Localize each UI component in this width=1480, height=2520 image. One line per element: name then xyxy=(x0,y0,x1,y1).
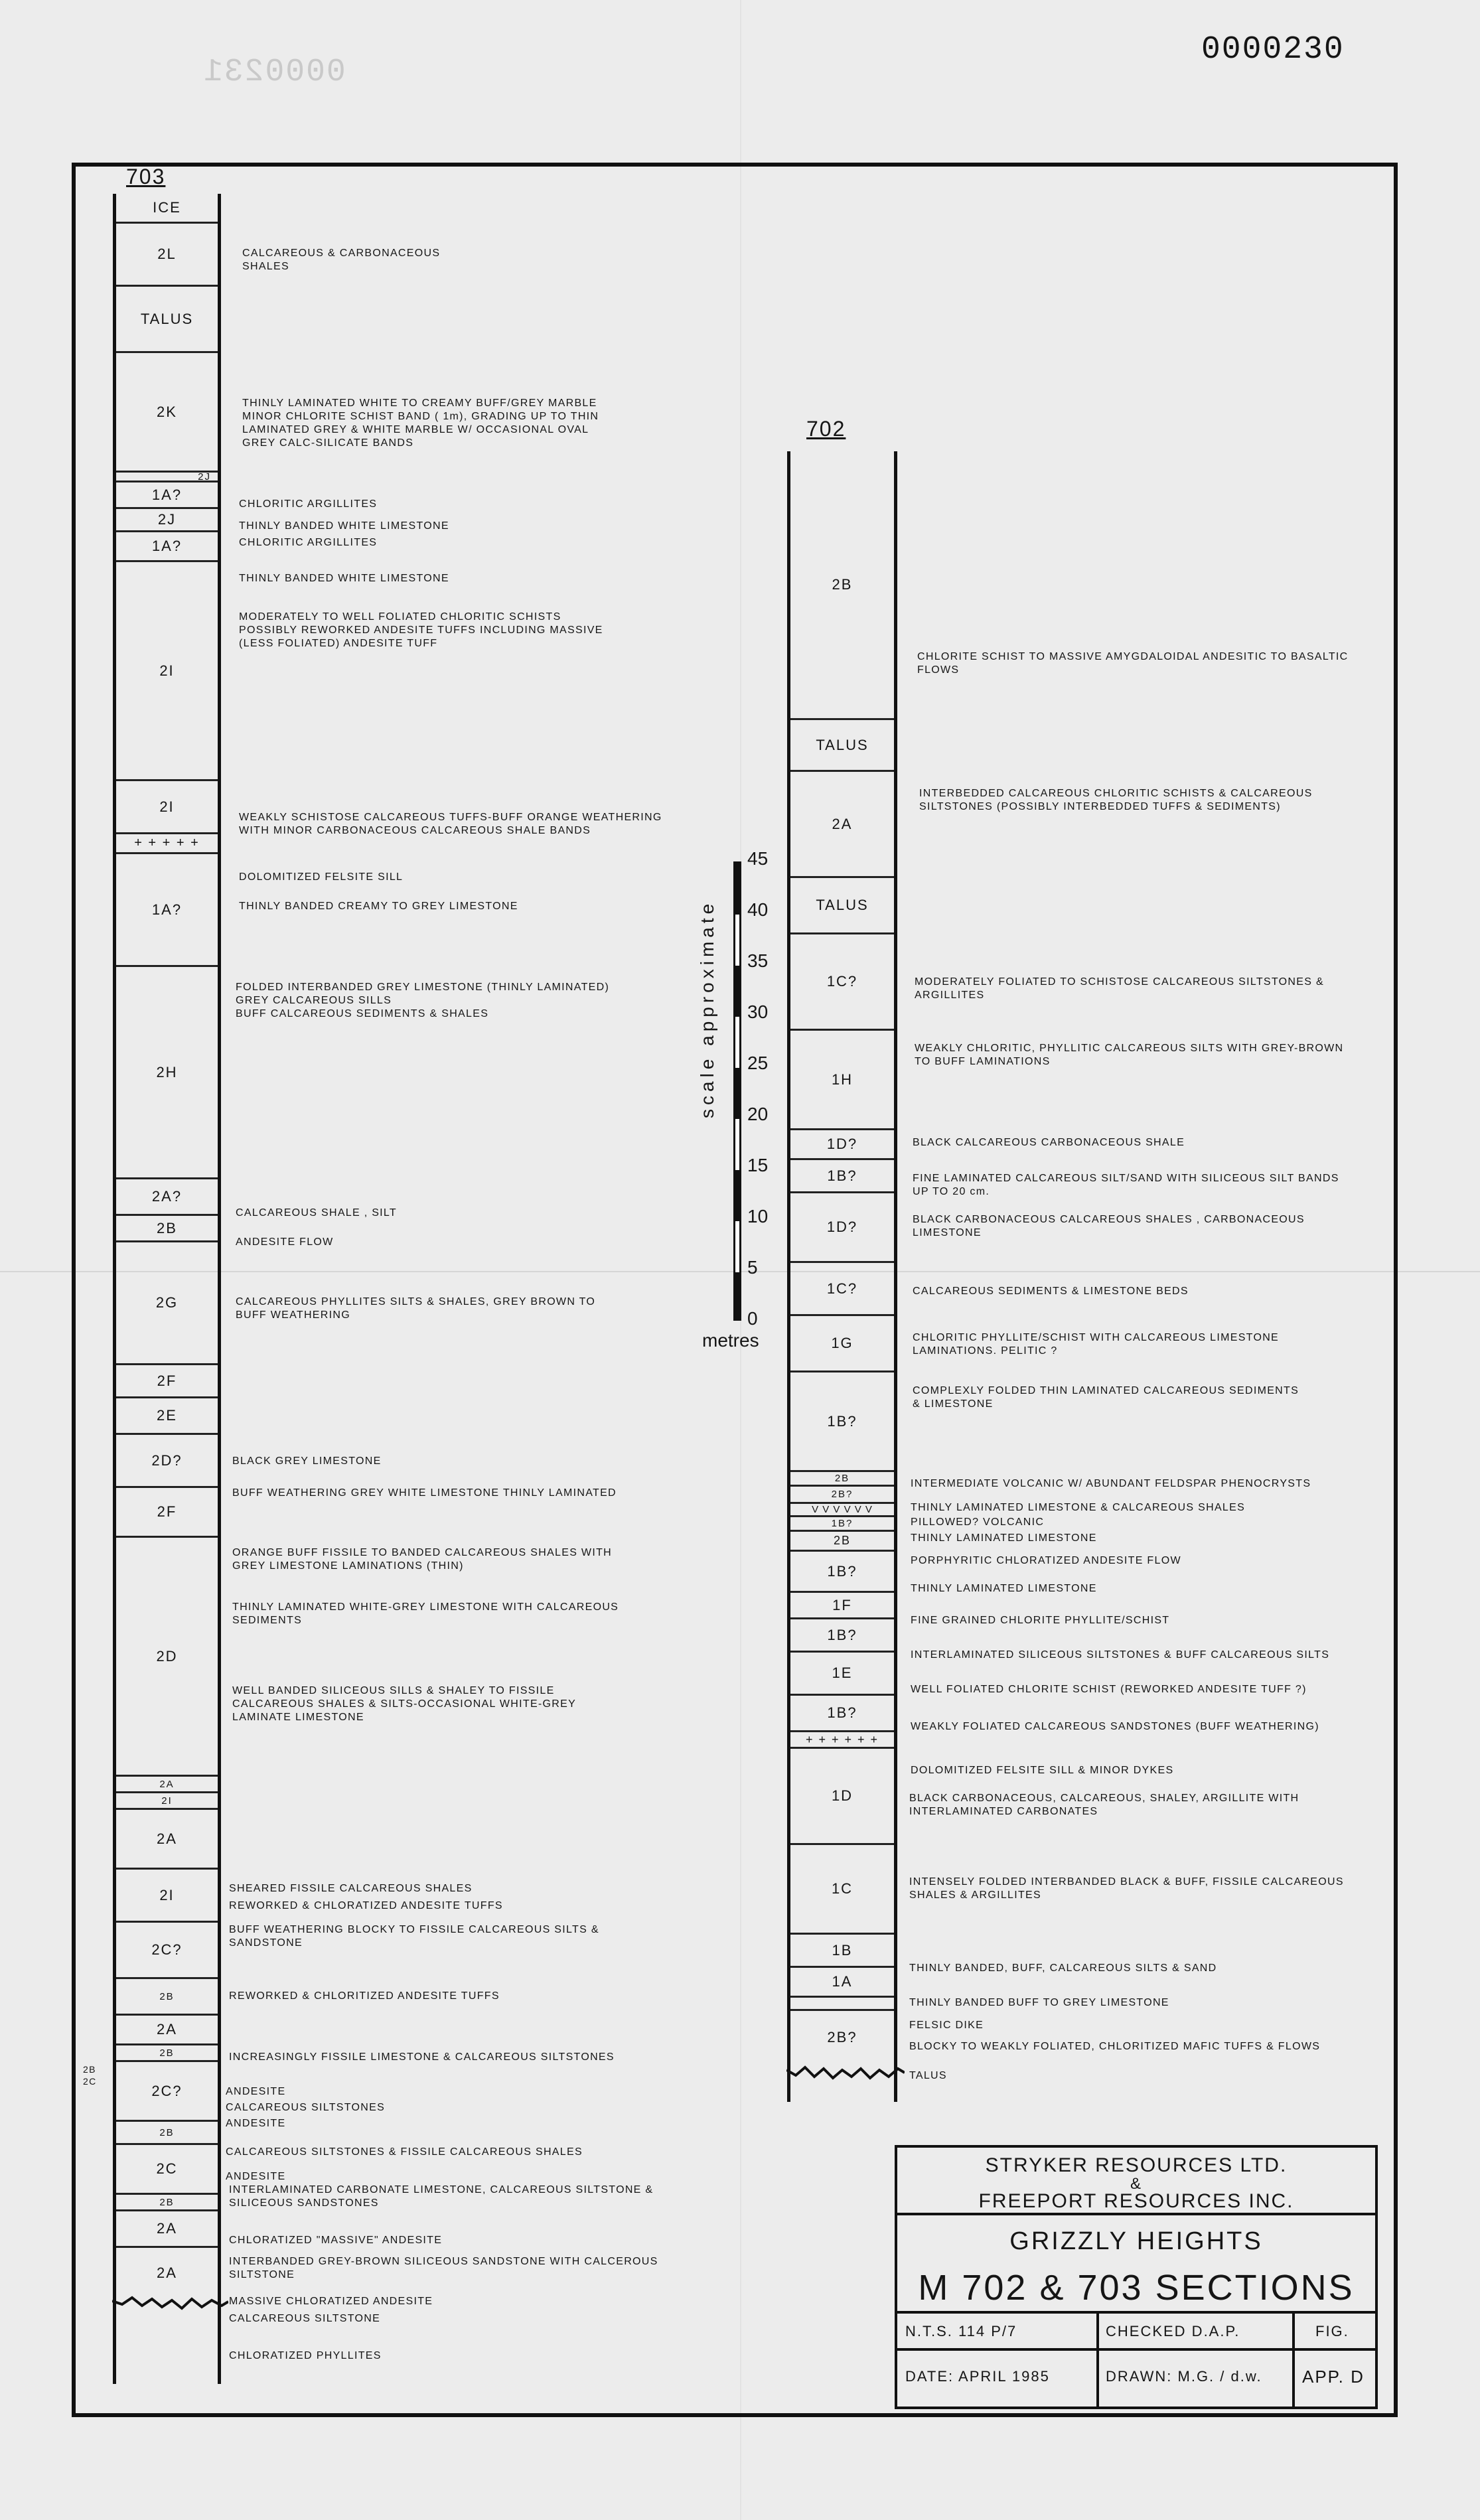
unit-702-pillowed: V V V V V V xyxy=(790,1504,894,1517)
scale-tick-15: 15 xyxy=(747,1155,769,1175)
desc-702-1c: INTENSELY FOLDED INTERBANDED BLACK & BUFF, FISSILE CALCAREOUS SHALES & ARGILLITES xyxy=(909,1876,1344,1901)
desc-703-2k: THINLY LAMINATED WHITE TO CREAMY BUFF/GREY MARBLE MINOR CHLORITE SCHIST BAND ( 1m), GRADING UP TO THIN LAMINATED GREY & WHITE MARBLE W/ OCCASIONAL OVAL GREY CALC-SILICATE BANDS xyxy=(242,398,599,449)
company-name-2: FREEPORT RESOURCES INC. xyxy=(978,2190,1294,2212)
title-block xyxy=(895,2145,1378,2409)
desc-703-phyllites: CHLORATIZED PHYLLITES xyxy=(229,2350,382,2361)
desc-703-2a-q: CALCAREOUS SHALE , SILT xyxy=(236,1207,398,1219)
unit-702-1d-q: 1D? xyxy=(790,1130,894,1160)
unit-703-2d: 2D xyxy=(116,1538,218,1777)
unit-703-2f-2: 2F xyxy=(116,1488,218,1538)
company-name-1: STRYKER RESOURCES LTD. xyxy=(985,2154,1288,2176)
desc-702-1b-q-3: THINLY LAMINATED LIMESTONE xyxy=(911,1583,1097,1594)
unit-702-2b-2: 2B xyxy=(790,1532,894,1552)
unit-702-1d: 1D xyxy=(790,1749,894,1845)
desc-703-1a-c: THINLY BANDED CREAMY TO GREY LIMESTONE xyxy=(239,901,518,912)
desc-703-andesite-a: ANDESITE xyxy=(226,2086,286,2097)
unit-702-1b-q-5: 1B? xyxy=(790,1696,894,1732)
unit-703-2h: 2H xyxy=(116,967,218,1179)
desc-703-2b: ANDESITE FLOW xyxy=(236,1236,334,1248)
scale-units: metres xyxy=(702,1330,759,1351)
desc-702-1g: CHLORITIC PHYLLITE/SCHIST WITH CALCAREOUS LIMESTONE LAMINATIONS. PELITIC ? xyxy=(913,1332,1280,1357)
unit-703-2a: 2A xyxy=(116,1810,218,1870)
desc-703-andesite-c: ANDESITE xyxy=(226,2171,286,2182)
unit-702-2b-thin: 2B xyxy=(790,1472,894,1487)
unit-702-2a: 2A xyxy=(790,772,894,878)
side-label-2b: 2B xyxy=(83,2064,96,2075)
desc-703-felsite: DOLOMITIZED FELSITE SILL xyxy=(239,871,404,883)
document-id-stamp: 0000230 xyxy=(1201,32,1345,68)
desc-702-1b-q: FINE LAMINATED CALCAREOUS SILT/SAND WITH SILICEOUS SILT BANDS UP TO 20 cm. xyxy=(913,1173,1339,1197)
scale-bar xyxy=(733,861,741,1321)
desc-703-andesite-b: ANDESITE xyxy=(226,2118,286,2129)
unit-702-talus: TALUS xyxy=(790,720,894,772)
unit-702-1b-q-thin: 1B? xyxy=(790,1517,894,1532)
desc-702-1h: WEAKLY CHLORITIC, PHYLLITIC CALCAREOUS SILTS WITH GREY-BROWN TO BUFF LAMINATIONS xyxy=(915,1043,1344,1067)
desc-703-2i: MODERATELY TO WELL FOLIATED CHLORITIC SCHISTS POSSIBLY REWORKED ANDESITE TUFFS INCLUDING MASSIVE (LESS FOLIATED) ANDESITE TUFF xyxy=(239,611,603,649)
unit-703-2b-thin: 2B xyxy=(116,1979,218,2016)
desc-702-pillowed: PILLOWED? VOLCANIC xyxy=(911,1517,1045,1528)
fig-label: FIG. xyxy=(1315,2323,1349,2339)
side-label-2c: 2C xyxy=(83,2076,97,2087)
unit-703-2e: 2E xyxy=(116,1398,218,1435)
desc-702-talus: TALUS xyxy=(909,2070,947,2081)
desc-703-2c-q: INCREASINGLY FISSILE LIMESTONE & CALCAREOUS SILTSTONES xyxy=(229,2051,615,2063)
unit-702-1b: 1B xyxy=(790,1935,894,1968)
desc-703-2l: CALCAREOUS & CARBONACEOUS SHALES xyxy=(242,248,441,272)
desc-702-2b: CHLORITE SCHIST TO MASSIVE AMYGDALOIDAL ANDESITIC TO BASALTIC FLOWS xyxy=(917,651,1349,676)
unit-703-2a-4: 2A xyxy=(157,2264,177,2281)
scale-tick-35: 35 xyxy=(747,950,769,971)
nts-number: N.T.S. 114 P/7 xyxy=(905,2323,1017,2339)
unit-702-1a: 1A xyxy=(790,1968,894,1998)
unit-702-2b: 2B xyxy=(790,451,894,720)
desc-703-siltstone-shale: CALCAREOUS SILTSTONES & FISSILE CALCAREOUS SHALES xyxy=(226,2146,583,2158)
project-name: GRIZZLY HEIGHTS xyxy=(1009,2227,1263,2255)
desc-703-2j-b: CHLORITIC ARGILLITES xyxy=(239,537,378,548)
desc-703-2i-tuffs: REWORKED & CHLORITIZED ANDESITE TUFFS xyxy=(229,1990,500,2002)
unit-703-talus: TALUS xyxy=(116,287,218,353)
unit-703-2c: 2C xyxy=(116,2145,218,2195)
desc-703-massive-chloratized: MASSIVE CHLORATIZED ANDESITE xyxy=(229,2296,433,2307)
section-702-column xyxy=(787,451,897,2102)
scale-tick-5: 5 xyxy=(747,1257,758,1278)
unit-703-1a-q-3: 1A? xyxy=(116,854,218,967)
desc-703-2c-q-b: INTERLAMINATED CARBONATE LIMESTONE, CALCAREOUS SILTSTONE & SILICEOUS SANDSTONES xyxy=(229,2184,654,2209)
desc-702-1b-q-2: COMPLEXLY FOLDED THIN LAMINATED CALCAREOUS SEDIMENTS & LIMESTONE xyxy=(913,1385,1299,1410)
scale-tick-40: 40 xyxy=(747,899,769,920)
desc-702-1a: THINLY BANDED BUFF TO GREY LIMESTONE xyxy=(909,1997,1169,2008)
unit-703-1a-q-2: 1A? xyxy=(116,532,218,562)
desc-702-felsite: DOLOMITIZED FELSITE SILL & MINOR DYKES xyxy=(911,1765,1174,1776)
unit-703-2a-2: 2A xyxy=(116,2016,218,2045)
desc-703-2e: BUFF WEATHERING GREY WHITE LIMESTONE THINLY LAMINATED xyxy=(232,1487,617,1499)
desc-702-1b-q-5: WEAKLY FOLIATED CALCAREOUS SANDSTONES (BUFF WEATHERING) xyxy=(911,1721,1319,1732)
unit-702-talus-2: TALUS xyxy=(790,878,894,934)
section-702-title: 702 xyxy=(806,417,846,441)
unit-703-2j-thin: 2J xyxy=(116,473,218,482)
unit-703-2i-thin: 2I xyxy=(116,1793,218,1810)
desc-702-1c-q-2: CALCAREOUS SEDIMENTS & LIMESTONE BEDS xyxy=(913,1286,1189,1297)
unit-703-2b-thin-3: 2B xyxy=(116,2122,218,2145)
desc-703-2a-buff: BUFF WEATHERING BLOCKY TO FISSILE CALCAREOUS SILTS & SANDSTONE xyxy=(229,1924,599,1949)
unit-703-2i: 2I xyxy=(116,562,218,781)
unit-702-1b-q-2: 1B? xyxy=(790,1372,894,1472)
desc-702-2b-2: PORPHYRITIC CHLORATIZED ANDESITE FLOW xyxy=(911,1555,1181,1566)
scale-tick-10: 10 xyxy=(747,1206,769,1226)
unit-703-2a-q: 2A? xyxy=(116,1179,218,1216)
desc-703-2d-q: ORANGE BUFF FISSILE TO BANDED CALCAREOUS SHALES WITH GREY LIMESTONE LAMINATIONS (THIN) xyxy=(232,1547,612,1572)
section-703-title: 703 xyxy=(126,165,166,188)
unit-703-2g: 2G xyxy=(116,1242,218,1365)
unit-703-2a-3: 2A xyxy=(116,2211,218,2248)
unit-702-1c: 1C xyxy=(790,1845,894,1935)
desc-703-siltstone-a: CALCAREOUS SILTSTONES xyxy=(226,2102,386,2113)
section-703-column xyxy=(113,194,221,2384)
unit-702-1d-q-2: 1D? xyxy=(790,1193,894,1263)
unit-703-2b: 2B xyxy=(116,1216,218,1242)
unit-703-2j: 2J xyxy=(116,509,218,532)
scale-tick-30: 30 xyxy=(747,1001,769,1022)
unit-703-2a-thin: 2A xyxy=(116,1777,218,1793)
unit-702-2b-q: 2B? xyxy=(827,2029,857,2045)
desc-702-1b-q-thin: THINLY LAMINATED LIMESTONE xyxy=(911,1532,1097,1544)
unit-702-1g: 1G xyxy=(790,1316,894,1372)
desc-703-2i-b: WEAKLY SCHISTOSE CALCAREOUS TUFFS-BUFF ORANGE WEATHERING WITH MINOR CARBONACEOUS CALCAREOUS SHALE BANDS xyxy=(239,812,662,836)
drawn-by: DRAWN: M.G. / d.w. xyxy=(1106,2368,1262,2385)
desc-703-2i-reworked: REWORKED & CHLORATIZED ANDESITE TUFFS xyxy=(229,1900,503,1911)
unit-703-2l: 2L xyxy=(116,224,218,287)
unit-702-felsic-dike xyxy=(790,1998,894,2011)
desc-703-2g: CALCAREOUS PHYLLITES SILTS & SHALES, GREY BROWN TO BUFF WEATHERING xyxy=(236,1296,596,1321)
section-703-base-break xyxy=(112,2291,228,2318)
unit-703-2c-q: 2C? xyxy=(116,1923,218,1979)
drawing-title: M 702 & 703 SECTIONS xyxy=(918,2268,1355,2308)
section-702-base-break xyxy=(786,2061,905,2087)
desc-702-1e: WELL FOLIATED CHLORITE SCHIST (REWORKED ANDESITE TUFF ?) xyxy=(911,1684,1307,1695)
unit-703-2b-thin-2: 2B xyxy=(116,2045,218,2062)
unit-703-2i-3: 2I xyxy=(116,1870,218,1923)
unit-702-1b-q-4: 1B? xyxy=(790,1619,894,1653)
desc-702-2a: INTERBEDDED CALCAREOUS CHLORITIC SCHISTS & CALCAREOUS SILTSTONES (POSSIBLY INTERBEDDED TUFFS & SEDIMENTS) xyxy=(919,788,1313,812)
desc-703-calc-siltstone: CALCAREOUS SILTSTONE xyxy=(229,2313,381,2324)
desc-702-1b: THINLY BANDED, BUFF, CALCAREOUS SILTS & SAND xyxy=(909,1963,1217,1974)
company-ampersand: & xyxy=(1130,2175,1142,2193)
title-block-info xyxy=(897,2314,1375,2407)
unit-703-2i-2: 2I xyxy=(116,781,218,834)
unit-703-2k: 2K xyxy=(116,353,218,473)
desc-703-2j-a: CHLORITIC ARGILLITES xyxy=(239,498,378,510)
desc-702-1f: FINE GRAINED CHLORITE PHYLLITE/SCHIST xyxy=(911,1615,1170,1626)
scale-caption: scale approximate xyxy=(697,899,717,1118)
desc-702-felsic-dike: FELSIC DIKE xyxy=(909,2020,984,2031)
unit-702-1b-q: 1B? xyxy=(790,1160,894,1193)
desc-703-2a-sheared: SHEARED FISSILE CALCAREOUS SHALES xyxy=(229,1883,473,1894)
unit-703-1a-q: 1A? xyxy=(116,482,218,509)
desc-703-2f: BLACK GREY LIMESTONE xyxy=(232,1455,382,1467)
ghost-id-stamp: 0000231 xyxy=(202,54,346,90)
scale-tick-25: 25 xyxy=(747,1053,769,1073)
unit-703-ice: ICE xyxy=(116,194,218,224)
unit-702-1c-q-2: 1C? xyxy=(790,1263,894,1316)
unit-703-2c-q-2: 2C? xyxy=(116,2062,218,2122)
desc-702-2b-q-thin: THINLY LAMINATED LIMESTONE & CALCAREOUS SHALES xyxy=(911,1502,1246,1513)
unit-702-1f: 1F xyxy=(790,1593,894,1619)
desc-702-2b-q: BLOCKY TO WEAKLY FOLIATED, CHLORITIZED MAFIC TUFFS & FLOWS xyxy=(909,2041,1321,2052)
scale-tick-45: 45 xyxy=(747,848,769,869)
desc-702-1c-q: MODERATELY FOLIATED TO SCHISTOSE CALCAREOUS SILTSTONES & ARGILLITES xyxy=(915,976,1324,1001)
unit-702-1c-q: 1C? xyxy=(790,934,894,1031)
unit-703-2f: 2F xyxy=(116,1365,218,1398)
desc-702-2b-thin: INTERMEDIATE VOLCANIC W/ ABUNDANT FELDSPAR PHENOCRYSTS xyxy=(911,1478,1311,1489)
desc-702-1b-q-4: INTERLAMINATED SILICEOUS SILTSTONES & BUFF CALCAREOUS SILTS xyxy=(911,1649,1330,1661)
fig-value: APP. D xyxy=(1302,2367,1365,2387)
desc-702-1d-q: BLACK CALCAREOUS CARBONACEOUS SHALE xyxy=(913,1137,1185,1148)
unit-702-felsite-sill: + + + + + + xyxy=(790,1732,894,1749)
checked-by: CHECKED D.A.P. xyxy=(1106,2323,1240,2339)
scale-tick-0: 0 xyxy=(747,1308,758,1329)
scale-tick-20: 20 xyxy=(747,1104,769,1124)
title-block-project xyxy=(897,2215,1375,2314)
unit-702-1e: 1E xyxy=(790,1653,894,1696)
unit-702-2b-q-thin: 2B? xyxy=(790,1487,894,1504)
unit-703-2d-q: 2D? xyxy=(116,1435,218,1488)
desc-702-1d: BLACK CARBONACEOUS, CALCAREOUS, SHALEY, ARGILLITE WITH INTERLAMINATED CARBONATES xyxy=(909,1793,1299,1817)
desc-703-massive-andesite: CHLORATIZED "MASSIVE" ANDESITE xyxy=(229,2235,443,2246)
desc-703-2c: INTERBANDED GREY-BROWN SILICEOUS SANDSTONE WITH CALCEROUS SILTSTONE xyxy=(229,2256,658,2280)
desc-703-1a-b: THINLY BANDED WHITE LIMESTONE xyxy=(239,573,449,584)
desc-703-2h: FOLDED INTERBANDED GREY LIMESTONE (THINLY LAMINATED) GREY CALCAREOUS SILLS BUFF CALCAREOUS SEDIMENTS & SHALES xyxy=(236,982,610,1019)
unit-702-1b-q-3: 1B? xyxy=(790,1552,894,1593)
desc-703-2f-b: THINLY LAMINATED WHITE-GREY LIMESTONE WITH CALCAREOUS SEDIMENTS xyxy=(232,1601,619,1626)
unit-703-2b-thin-4: 2B xyxy=(116,2195,218,2211)
unit-702-1h: 1H xyxy=(790,1031,894,1130)
desc-702-1d-q-2: BLACK CARBONACEOUS CALCAREOUS SHALES , CARBONACEOUS LIMESTONE xyxy=(913,1214,1305,1238)
title-block-company xyxy=(897,2148,1375,2215)
desc-703-2d: WELL BANDED SILICEOUS SILLS & SHALEY TO FISSILE CALCAREOUS SHALES & SILTS-OCCASIONAL WHITE-GREY LAMINATE LIMESTONE xyxy=(232,1685,577,1723)
desc-703-1a-a: THINLY BANDED WHITE LIMESTONE xyxy=(239,520,449,532)
unit-703-felsite-sill: + + + + + xyxy=(116,834,218,854)
drawing-date: DATE: APRIL 1985 xyxy=(905,2368,1050,2385)
